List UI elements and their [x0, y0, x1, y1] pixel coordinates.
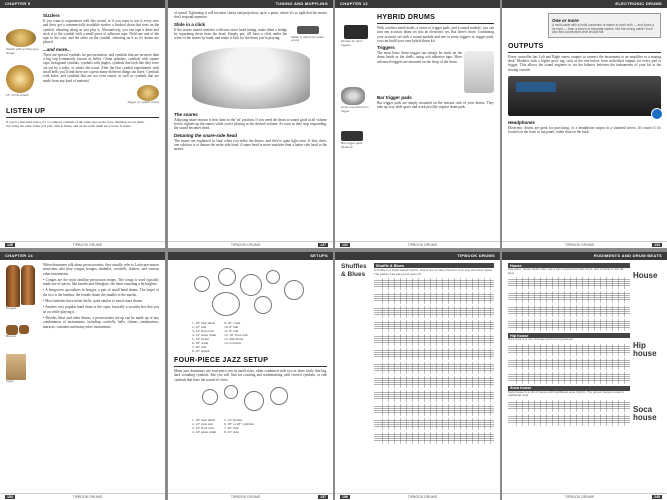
page-header: CHAPTER 9: [0, 0, 165, 8]
caption: Congas: [6, 306, 17, 310]
page-number: 132: [342, 243, 348, 247]
trigger-module-image: [344, 25, 368, 39]
tip-body: A multi-cable with a multi-connector is easier to work with — and looks a lot nicer — than a bunch of separate cables. Not the wrong cable! You'll also find connections that should fail.: [552, 23, 654, 35]
page-footer: [502, 493, 667, 500]
drum-module-image: [508, 76, 661, 116]
page-133: [502, 0, 667, 248]
bullet-text: Besides these and other drums, a percussionist set-up can be made up of any combination of instruments, including cowbells, bells, chimes, tambourines, maracas, castanets and many other instruments.: [43, 315, 159, 329]
body-text: If you want to experiment with this sound, or if you want to use it every now and then, get a commercially available sizzler: a hooked chain that rests on the cymbal, vibrating along as you play it. Alternatively, you can tape a dime and stick it to the cymbal with a small piece of adhesive tape. Hold one end of the tape to the coin, and the other on the cymbal, vibrating on it as it's drums are played.: [43, 19, 159, 45]
tip-box: [548, 13, 661, 38]
page-footer: [502, 241, 667, 248]
section-title: FOUR-PIECE JAZZ SETUP: [174, 357, 269, 364]
body-text: The snares are explained in 'ring' when you strike the drums, and they're quite tight once. If they don't, one solution is to detune the snare side head. A snare head is more sensitive than a batter side head to the snares.: [174, 138, 327, 152]
body-text: With wireless mesh heads, a series of trigger pads, and a sound module, you can turn any acoustic drum set into an electronic set. But there's more. Combining your acoustic set with a sound module and one or more triggers or trigger pads, you can build your own hybrid drum kit.: [377, 26, 494, 43]
body-text: of sound. Tightening it will increase clarity and projection; up to a point, where it's so tight that the snares don't respond anymore.: [174, 11, 327, 20]
section-heading: Sizzlers: [43, 13, 60, 18]
notation-staff: [374, 404, 494, 416]
page-number: 154: [7, 495, 13, 499]
hoop-trigger-image: [341, 87, 365, 105]
page-157: SETUPS 1. 18" bass drum 2. 12" tom 3. 14" floor tom 4. 14" snare drum 5. 14" hi-hat 6. 18" crash 7. 20" ride 8. 10" splash 9. 16" crash 10. 6" bell 11. 8" tom 12. 16" floor tom 13. Jam block 14. Cowbell FOUR-PIECE JAZZ SETUP Many jazz drummers use four-piece sets in small sizes, often combined with two or three fairly thin big, dark sounding cymbals. But you will find for crashing and trademarking with riveted cymbals, or ride cymbals that have the sound of rivets. 1. 18" bass drum 2. 12" rack tom 3. 14" floor tom 4. 14" snare drum 5. 14" hi-hats 6. 18" or 20" cymbals 7. 20" ride 8. 22" ride TIPBOOK DRUMS 157: [168, 252, 333, 500]
tip-title: One or more: [552, 18, 579, 23]
bullet-text: A bongocero specializes in bongos, a pair of small hand drums. The larger of the two is the hembra: the female drum; the smaller is the macho.: [43, 288, 160, 297]
caption: Bongos: [6, 333, 17, 338]
page-132: [335, 0, 500, 248]
body-text: Soca house is a mix of house with Caribbean soca rhythm. The groove below is used in traditional soca.: [508, 389, 625, 398]
page-header: CHAPTER 12: [335, 0, 500, 8]
footer-title: TIPBOOK DRUMS: [564, 243, 595, 247]
section-heading: Triggers: [377, 45, 395, 51]
notation-staff: [374, 432, 494, 444]
chapter-title: HYBRID DRUMS: [377, 14, 436, 21]
page-245: [502, 252, 667, 500]
side-title: Shuffles & Blues: [341, 263, 367, 278]
bullet-text: Most timbales have metal shells, quite similar to metal snare drums.: [45, 299, 143, 304]
bongo-image: [19, 325, 29, 334]
bullet-text: Congas are the most familiar percussion setups. The conga is used typically made use of staves, like barrels and fiberglass, the latter sounding a bit brighter.: [43, 277, 159, 287]
page-header: RUDIMENTS AND DRUM BEATS: [502, 252, 667, 260]
notation-staff: [374, 320, 494, 332]
notation-staff: [508, 319, 630, 331]
footer-title: TIPBOOK DRUMS: [407, 243, 438, 247]
divider: [174, 366, 327, 367]
page-154: CHAPTER 14 Congas Bongos Cajon When drummers talk about percussionists, they usually refer to Latin percussion musicians who play congas, bongos, timbales, cowbells, shakers, and various other instruments. • Congas are the most familiar percussion setups. The conga is used typically made use of staves, like barrels and fiberglass, the latter sounding a bit brighter. • A bongocero specializes in bongos, a pair of small hand drums. The larger of the two is the hembra: the female drum; the smaller is the macho. • Most timbales have metal shells, quite similar to metal snare drums. • Another very popular hand drum is the cajon, basically a wooden box that you sit on while playing it. • Besides these and other drums, a percussionist set-up can be made up of any combination of instruments, including cowbells, bells, chimes, tambourines, maracas, castanets and many other instruments. 154 TIPBOOK DRUMS: [0, 252, 165, 500]
body-text: Many jazz drummers use four-piece sets in small sizes, often combined with two or three fairly thin big, dark sounding cymbals. But you will find for crashing and trademarking with riveted cymbals, or ride cymbals that have the sound of rivets.: [174, 369, 327, 382]
page-number: 196: [342, 495, 348, 499]
footer-title: TIPBOOK DRUMS: [230, 243, 261, 247]
cajon-image: [6, 354, 26, 380]
page-footer: [335, 493, 500, 500]
notation-staff: [508, 344, 630, 356]
page-number: 126: [7, 243, 13, 247]
notation-staff: [374, 376, 494, 388]
snare-drum-image: [192, 47, 310, 109]
footer-title: TIPBOOK DRUMS: [407, 495, 438, 499]
caption: Mallet to damp the snare sound: [291, 34, 325, 43]
footer-title: TIPBOOK DRUMS: [72, 495, 103, 499]
china-splash-cymbal-image: [6, 29, 36, 47]
body-text: Adjusting snare tension is best done in the 'on' position. If you need the drum to sound good at all volume levels, tighten up the snares while you're playing at the desired volume. As soon as they stop responding, the sound becomes dead.: [174, 117, 327, 131]
zoom-icon: [651, 108, 663, 120]
list-item: Try using the same sticks you play with at home, and on the same drum kit you use at home.: [6, 124, 132, 129]
footer-title: TIPBOOK DRUMS: [230, 495, 261, 499]
caption: Bar trigger pads (Roland): [341, 141, 363, 149]
caption: Hoop-mounted drum trigger: [341, 105, 369, 113]
notation-staff: [374, 292, 494, 304]
notation-staff: [374, 418, 494, 430]
body-text: There are special cymbals for percussionists, and cymbals that are no more than a big cup (commonly known as bells). China splashes, cymbals with square caps, hexagonal cymbals, cymbals with jingles, cymbals that look like they were cut out by a robot, or what's the worst. After the first cymbal experiments with small bells you'll find there are a great many different things out there. Cymbals with holes, and cymbals that are not even round, as well as cymbals that are made from any kind of material.: [43, 52, 159, 83]
page-footer: [335, 241, 500, 248]
notation-staff: [508, 414, 630, 426]
notation-staff: [508, 372, 630, 384]
caption: Rigger (c) splash China: [127, 99, 159, 104]
section-heading: Detuning the snare-side head: [174, 132, 238, 138]
bar-trigger-pad-image: [341, 131, 363, 141]
notation-staff: [374, 334, 494, 346]
page-header: CHAPTER 14: [0, 252, 165, 260]
page-196: [335, 252, 500, 500]
body-text: The most basic drum trigger can simply be stuck on the drum heads or the shells, using soft adhesive tape. More advanced triggers are mounted on the hoop of the drum.: [377, 51, 462, 64]
side-title: Soca house: [633, 405, 657, 422]
page-header: TIPBOOK DRUMS: [335, 252, 500, 260]
listen-up-heading: LISTEN UP: [6, 108, 46, 116]
body-text: Every controller has Left and Right stereo outputs to connect the instrument to an amplifier or a mixing desk. Modules with a higher price tag, such as the one below, have individual outputs for every pad or trigger. This allows the sound engineer to set the balance between the instruments of your kit at the mixing console.: [508, 54, 661, 72]
page-number: 127: [320, 243, 326, 247]
caption: Cajon: [6, 379, 14, 384]
body-text: Hip house is a mix of house and hip hop grooves.: [508, 337, 574, 342]
drum-setup-diagram: [174, 266, 327, 318]
caption: 16" China splash: [6, 93, 29, 98]
notation-staff: [374, 306, 494, 318]
subsection-heading: Shuffle & Blues: [374, 263, 494, 268]
notation-staff: [508, 291, 630, 303]
page-126: [0, 0, 165, 248]
section-heading: The snares: [174, 111, 198, 117]
page-header: ELECTRONIC DRUMS: [502, 0, 667, 8]
notation-staff: [374, 362, 494, 374]
mallet-image: [297, 26, 319, 34]
notation-staff: [374, 278, 494, 290]
body-text: A shuffle is a triplet-based rhythm, and is one of many found in rock, pop and other styles. The pattern has swing and goes off.: [374, 268, 493, 276]
rigger-splash-image: [137, 85, 159, 101]
body-text: When drummers talk about percussionists, they usually refer to Latin percussion musicians who play congas, bongos, timbales, cowbells, shakers, and various other instruments.: [43, 263, 159, 276]
page-127: [168, 0, 333, 248]
caption: Module for drum triggers: [341, 39, 363, 47]
china-cymbal-image: [6, 65, 34, 93]
page-number: 133: [654, 243, 660, 247]
subsection-heading: Hip house: [508, 333, 630, 338]
page-footer: [0, 241, 165, 248]
section-heading: Headphones: [508, 119, 536, 125]
body-text: Bar trigger pads are simply mounted on the tension rods of your drums. They take up very little space and work just like regular drum pads.: [377, 101, 494, 110]
page-footer: [168, 493, 333, 500]
page-header: TUNING AND MUFFLING: [168, 0, 333, 8]
page-footer: [0, 493, 165, 500]
subsection-heading: House: [508, 263, 630, 268]
notation-staff: [508, 305, 630, 317]
page-number: 245: [654, 495, 660, 499]
divider: [377, 23, 494, 24]
section-heading: Bar trigger pads: [377, 95, 412, 101]
conga-image: [6, 265, 20, 307]
footer-title: TIPBOOK DRUMS: [564, 495, 595, 499]
divider: [508, 52, 661, 53]
notation-staff: [508, 400, 630, 412]
side-title: Hip house: [633, 341, 657, 358]
body-text: Electronic drums are great for practicing, or a headphone output in a standard stereo. It's easier if it's located on the front or top panel, rather than on the back.: [508, 125, 661, 135]
page-header: SETUPS: [168, 252, 333, 260]
body-text: Like disco, house beats often use a four-on-the-floor bass drum, and a hi-hat on the off-beat.: [508, 267, 625, 275]
bullet-text: Another very popular hand drum is the cajon, basically a wooden box that you sit on while playing it.: [43, 305, 159, 314]
conga-image: [21, 265, 35, 305]
drum-with-trigger-image: [464, 51, 494, 93]
list-item: If you'd a first-time buyer, try to compare cymbals of the same type at the store, listening across them.: [6, 120, 145, 125]
body-text: If the snares muted interfere with tone since head tuning, make them a bridge by separating them from the head. Simply put, it'll have a click under the wires of the snares by hand, and make it look for the drum you're playing.: [174, 27, 287, 41]
subsection-heading: ...and more...: [43, 46, 71, 52]
notation-staff: [508, 277, 630, 289]
caption: Splash with a china-type design: [6, 47, 39, 55]
subsection-heading: Soca house: [508, 386, 630, 391]
notation-staff: [508, 358, 630, 370]
side-title: House: [633, 271, 658, 280]
page-number: 157: [320, 495, 326, 499]
section-heading: Slide in a click: [174, 21, 206, 27]
module-display: [516, 82, 556, 92]
page-footer: [168, 241, 333, 248]
divider: [6, 117, 159, 118]
footer-title: TIPBOOK DRUMS: [72, 243, 103, 247]
jazz-setup-diagram: [174, 385, 327, 415]
section-title: OUTPUTS: [508, 42, 544, 50]
notation-staff: [374, 390, 494, 402]
notation-staff: [374, 348, 494, 360]
